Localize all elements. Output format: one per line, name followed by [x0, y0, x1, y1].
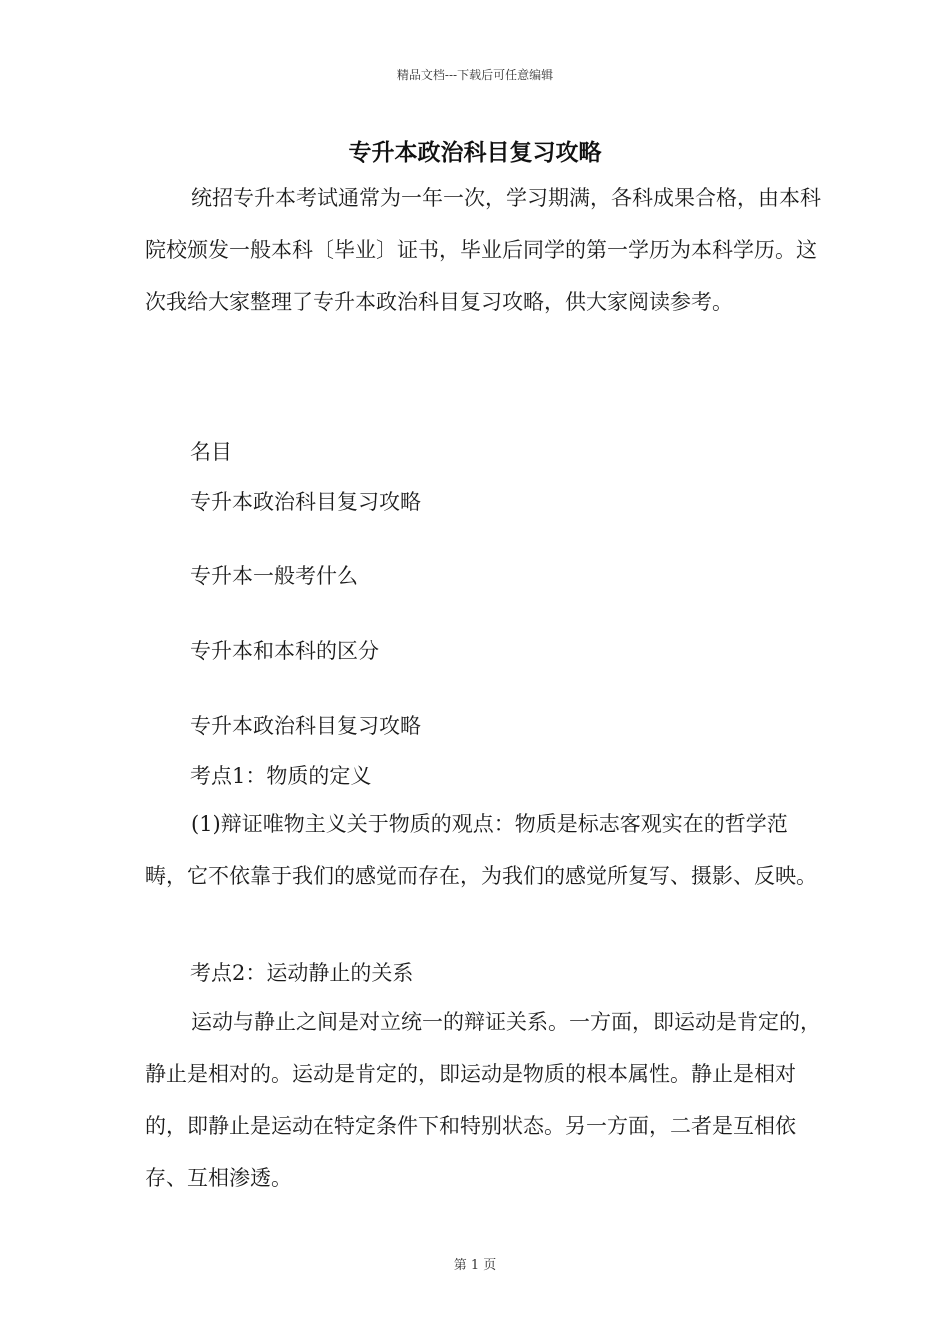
point2-body: 运动与静止之间是对立统一的辩证关系。一方面，即运动是肯定的，静止是相对的。运动是肯定的，即运动是物质的根本属性。静止是相对的，即静止是运动在特定条件下和特别状态。另一方面，二者是互相依存、互相渗透。: [145, 1010, 821, 1190]
document-title: 专升本政治科目复习攻略: [348, 139, 602, 166]
page-number: 第 1 页: [453, 1258, 497, 1273]
toc-heading: 名目: [190, 440, 232, 464]
toc-item-1[interactable]: 专升本政治科目复习攻略: [190, 490, 421, 514]
page-header: 精品文档---下载后可任意编辑: [396, 68, 554, 82]
intro-paragraph: 统招专升本考试通常为一年一次，学习期满，各科成果合格，由本科院校颁发一般本科〔毕业〕证书，毕业后同学的第一学历为本科学历。这次我给大家整理了专升本政治科目复习攻略，供大家阅读参考。: [145, 186, 821, 314]
toc-item-3[interactable]: 专升本和本科的区分: [190, 639, 379, 663]
toc-item-2[interactable]: 专升本一般考什么: [190, 564, 358, 588]
section-title: 专升本政治科目复习攻略: [190, 714, 421, 738]
point1-heading: 考点1：物质的定义: [190, 764, 372, 788]
point2-heading: 考点2：运动静止的关系: [190, 961, 414, 985]
point1-body: (1)辩证唯物主义关于物质的观点：物质是标志客观实在的哲学范畴，它不依靠于我们的感觉而存在，为我们的感觉所复写、摄影、反映。: [145, 812, 817, 888]
